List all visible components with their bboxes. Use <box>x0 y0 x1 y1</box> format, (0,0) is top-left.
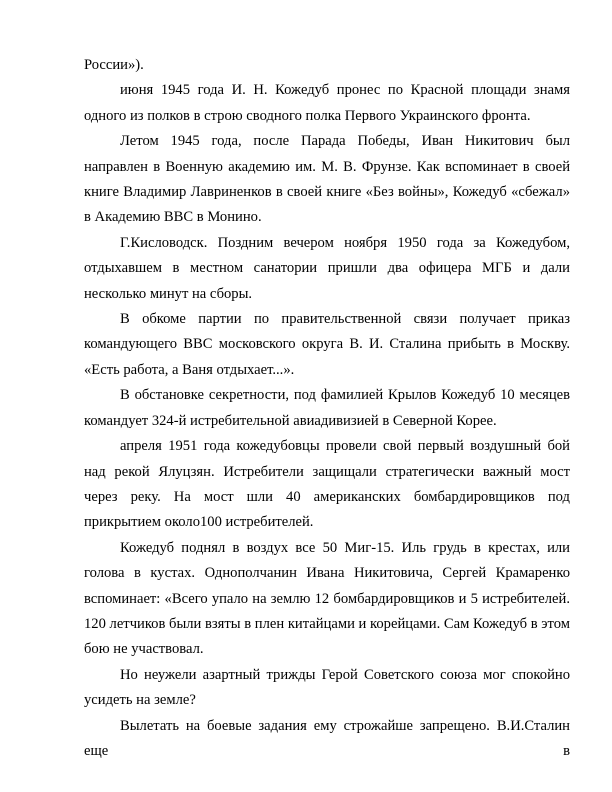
paragraph-9: Но неужели азартный трижды Герой Советского союза мог спокойно усидеть на земле? <box>84 666 570 709</box>
paragraph-3: Летом 1945 года, после Парада Победы, Иван Никитович был направлен в Военную академию им. М. В. Фрунзе. Как вспоминает в своей книге Владимир Лавриненков в своей книге «Без войны», Кожедуб «сбежал» в Академию ВВС в Монино. <box>84 133 570 226</box>
paragraph-4: Г.Кисловодск. Поздним вечером ноября 1950 года за Кожедубом, отдыхавшем в местном санатории пришли два офицера МГБ и дали несколько минут на сборы. <box>84 234 570 302</box>
document-page <box>84 53 570 764</box>
paragraph-8: Кожедуб поднял в воздух все 50 Миг-15. Иль грудь в крестах, или голова в кустах. Однополчанин Ивана Никитовича, Сергей Крамаренко вспоминает: «Всего упало на землю 12 бомбардировщиков и 5 истребителей. 120 летчиков были взяты в плен китайцами и корейцами. Сам Кожедуб в этом бою не участвовал. <box>84 539 570 658</box>
paragraph-2: июня 1945 года И. Н. Кожедуб пронес по Красной площади знамя одного из полков в строю сводного полка Первого Украинского фронта. <box>84 82 570 124</box>
paragraph-7: апреля 1951 года кожедубовцы провели свой первый воздушный бой над рекой Ялуцзян. Истребители защищали стратегически важный мост через реку. На мост шли 40 американских бомбардировщиков под прикрытием около100 истребителей. <box>84 438 570 531</box>
paragraph-5: В обкоме партии по правительственной связи получает приказ командующего ВВС московского округа В. И. Сталина прибыть в Москву. «Есть работа, а Ваня отдыхает...». <box>84 311 570 378</box>
paragraph-1: России»). <box>84 57 144 73</box>
paragraph-10: Вылетать на боевые задания ему строжайше запрещено. В.И.Сталин еще в <box>84 717 570 759</box>
paragraph-6: В обстановке секретности, под фамилией Крылов Кожедуб 10 месяцев командует 324-й истребительной авиадивизией в Северной Корее. <box>84 387 570 429</box>
